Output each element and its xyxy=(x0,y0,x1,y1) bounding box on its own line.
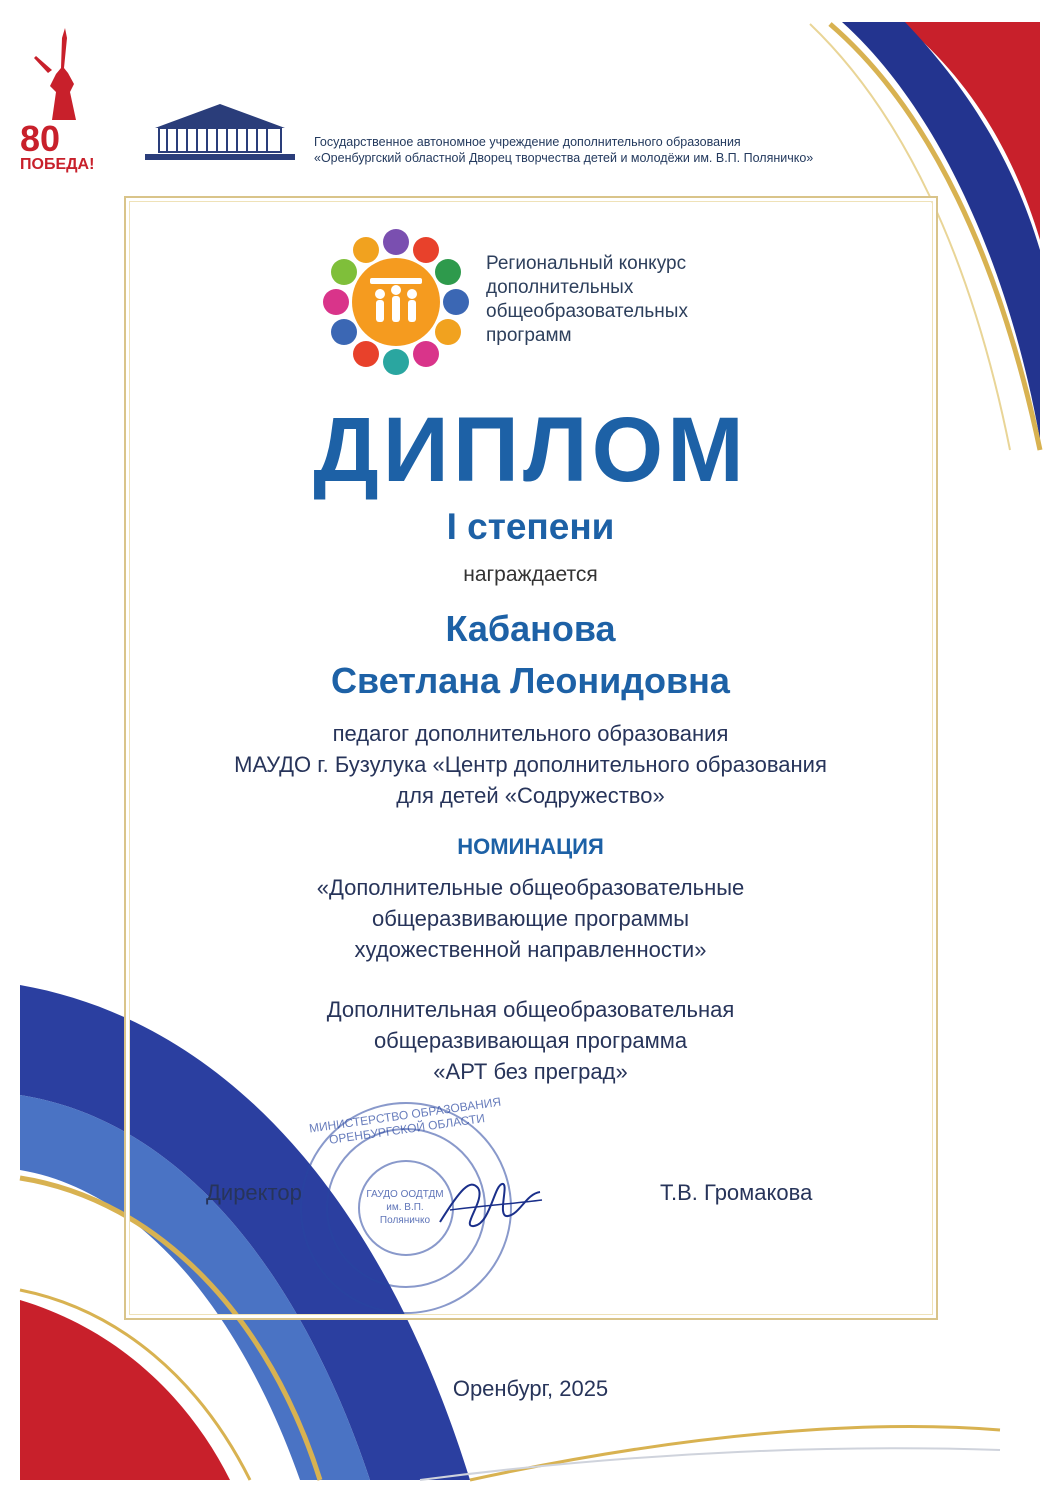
contest-line: программ xyxy=(486,325,572,346)
bottom-gold-sweep xyxy=(470,1427,1000,1480)
jubilee-number: 80 xyxy=(20,118,61,159)
contest-flower-logo xyxy=(322,228,470,376)
jubilee-text: ПОБЕДА! xyxy=(20,156,95,173)
recipient-position xyxy=(0,718,1061,811)
position-line: педагог дополнительного образования xyxy=(332,721,729,746)
nomination-text xyxy=(0,872,1061,965)
contest-line: дополнительных xyxy=(486,277,634,298)
bottom-grey-sweep xyxy=(420,1448,1000,1480)
diploma-title: ДИПЛОМ xyxy=(313,399,748,501)
position-line: МАУДО г. Бузулука «Центр дополнительного образования xyxy=(234,752,827,777)
palace-building-icon xyxy=(145,98,295,164)
nomination-line: «Дополнительные общеобразовательные xyxy=(316,875,745,900)
position-line: для детей «Содружество» xyxy=(396,783,665,808)
contest-title xyxy=(486,252,688,348)
header-line-2: «Оренбургский областной Дворец творчества детей и молодёжи им. В.П. Поляничко» xyxy=(314,151,814,165)
awarded-text: награждается xyxy=(463,563,598,586)
nomination-line: художественной направленности» xyxy=(354,937,707,962)
director-signature xyxy=(430,1170,550,1240)
program-line: Дополнительная общеобразовательная xyxy=(326,997,735,1022)
recipient-given-names: Светлана Леонидовна xyxy=(331,660,730,701)
place-year: Оренбург, 2025 xyxy=(452,1376,609,1401)
victory-80-logo xyxy=(18,28,102,178)
header-line-1: Государственное автономное учреждение дополнительного образования xyxy=(314,135,741,149)
contest-line: общеобразовательных xyxy=(486,301,688,322)
stamp-center-text: ГАУДО ООДТДМ им. В.П. Поляничко xyxy=(366,1189,444,1226)
contest-line: Региональный конкурс xyxy=(486,253,687,274)
program-text xyxy=(0,994,1061,1087)
nomination-line: общеразвивающие программы xyxy=(371,906,690,931)
signature-name: Т.В. Громакова xyxy=(660,1180,813,1205)
signature-role: Директор xyxy=(206,1180,302,1205)
program-line: «АРТ без преград» xyxy=(433,1059,628,1084)
nomination-label: НОМИНАЦИЯ xyxy=(457,834,604,859)
recipient-surname: Кабанова xyxy=(445,608,616,649)
organization-header xyxy=(314,134,813,166)
diploma-degree: I степени xyxy=(446,506,615,547)
program-line: общеразвивающая программа xyxy=(373,1028,688,1053)
stamp-outer-text: МИНИСТЕРСТВО ОБРАЗОВАНИЯ ОРЕНБУРГСКОЙ ОБЛАСТИ xyxy=(308,1094,502,1147)
